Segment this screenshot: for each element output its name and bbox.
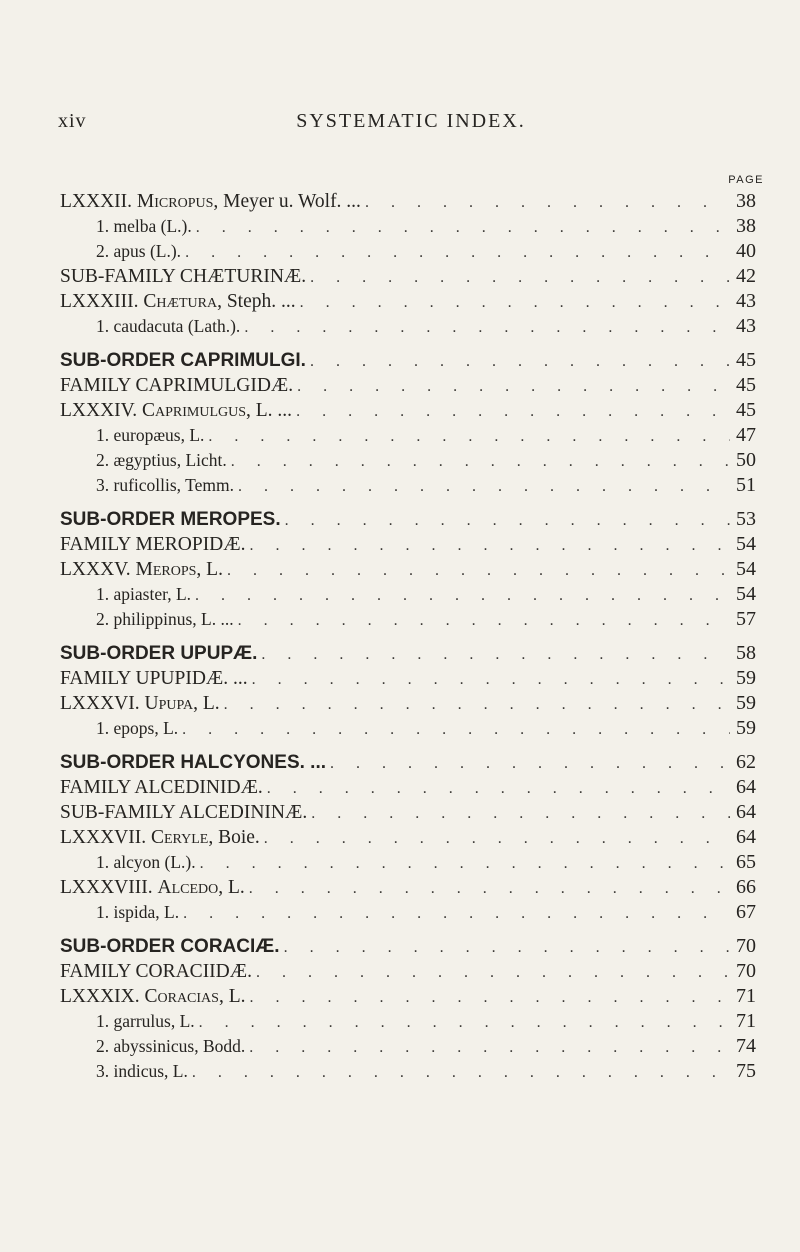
entry-prefix: 1. [96, 425, 110, 445]
entry-name: Caprimulgus [141, 400, 247, 421]
entry-page-number: 71 [736, 985, 756, 1007]
entry-prefix: 1. [96, 316, 110, 336]
index-genus-row [60, 876, 764, 901]
entry-prefix: 2. [96, 450, 110, 470]
entry-prefix: LXXXIV. [60, 400, 138, 421]
index-entry-label [60, 450, 227, 471]
index-entry-label [60, 316, 240, 337]
entry-name: Upupa [144, 693, 194, 714]
index-species-row [60, 717, 764, 742]
index-entry-label [60, 777, 263, 799]
entry-author: , L. [218, 877, 245, 898]
index-entry-label [60, 1011, 195, 1032]
entry-prefix: LXXXII. [60, 191, 133, 212]
dot-leader [249, 880, 730, 898]
entry-page-number: 45 [736, 399, 756, 421]
entry-page-number: 64 [736, 776, 756, 798]
index-entry-label [60, 902, 179, 923]
index-genus-row [60, 265, 764, 290]
dot-leader [365, 194, 730, 212]
dot-leader [261, 646, 730, 664]
entry-page-number: 38 [736, 215, 756, 237]
systematic-index-list [60, 190, 764, 1085]
entry-page-number: 65 [736, 851, 756, 873]
index-genus-row [60, 374, 764, 399]
entry-page-number: 54 [736, 583, 756, 605]
index-species-row [60, 583, 764, 608]
entry-page-number: 53 [736, 508, 756, 530]
entry-prefix: 1. [96, 216, 110, 236]
entry-name: Chætura [143, 291, 218, 312]
index-suborder-row [60, 751, 764, 776]
index-entry-label [60, 668, 248, 690]
entry-name: FAMILY ALCEDINIDÆ. [60, 777, 263, 798]
dot-leader [183, 905, 730, 923]
index-entry-label [60, 1036, 245, 1057]
index-entry-label [60, 534, 245, 556]
entry-prefix: 3. [96, 475, 110, 495]
index-entry-label [60, 291, 296, 313]
index-entry-label [60, 509, 281, 531]
index-entry-label [60, 241, 181, 262]
entry-name: philippinus, L. ... [113, 609, 234, 629]
dot-leader [249, 537, 730, 555]
entry-name: SUB-ORDER CORACIÆ. [60, 936, 280, 957]
entry-prefix: 2. [96, 1036, 110, 1056]
entry-name: abyssinicus, Bodd. [113, 1036, 246, 1056]
index-species-row [60, 851, 764, 876]
index-entry-label [60, 609, 234, 630]
dot-leader [284, 939, 730, 957]
entry-name: FAMILY CAPRIMULGIDÆ. [60, 375, 294, 396]
dot-leader [238, 478, 730, 496]
index-entry-label [60, 1061, 188, 1082]
entry-author: , Boie. [208, 827, 260, 848]
index-genus-row [60, 667, 764, 692]
entry-name: ispida, L. [113, 902, 180, 922]
entry-page-number: 64 [736, 801, 756, 823]
index-entry-label [60, 877, 245, 899]
entry-page-number: 66 [736, 876, 756, 898]
entry-page-number: 59 [736, 692, 756, 714]
dot-leader [285, 512, 730, 530]
entry-name: SUB-ORDER HALCYONES. ... [60, 752, 327, 773]
index-genus-row [60, 801, 764, 826]
entry-page-number: 42 [736, 265, 756, 287]
index-entry-label [60, 802, 307, 824]
entry-prefix: LXXXV. [60, 559, 131, 580]
dot-leader [296, 403, 730, 421]
dot-leader [310, 269, 730, 287]
entry-name: Merops [135, 559, 197, 580]
dot-leader [311, 805, 730, 823]
index-species-row [60, 608, 764, 633]
entry-author: , L. [193, 693, 220, 714]
entry-name: apiaster, L. [113, 584, 192, 604]
index-entry-label [60, 216, 192, 237]
entry-page-number: 43 [736, 315, 756, 337]
dot-leader [199, 1014, 730, 1032]
entry-author: , L. [196, 559, 223, 580]
entry-name: FAMILY CORACIIDÆ. [60, 961, 252, 982]
index-entry-label [60, 986, 246, 1008]
entry-page-number: 62 [736, 751, 756, 773]
dot-leader [192, 1064, 730, 1082]
index-species-row [60, 449, 764, 474]
entry-page-number: 59 [736, 717, 756, 739]
entry-page-number: 54 [736, 533, 756, 555]
entry-name: SUB-ORDER CAPRIMULGI. [60, 350, 306, 371]
entry-name: Alcedo [157, 877, 219, 898]
entry-author: , L. [218, 986, 246, 1007]
dot-leader [256, 964, 730, 982]
entry-page-number: 58 [736, 642, 756, 664]
entry-prefix: LXXXVI. [60, 693, 140, 714]
index-entry-label [60, 827, 260, 849]
entry-name: SUB-ORDER UPUPÆ. [60, 643, 258, 664]
dot-leader [185, 244, 730, 262]
index-species-row [60, 474, 764, 499]
dot-leader [264, 830, 730, 848]
entry-name: SUB-FAMILY CHÆTURINÆ. [60, 266, 307, 287]
entry-author: , L. ... [246, 400, 293, 421]
index-species-row [60, 215, 764, 240]
entry-prefix: LXXXVII. [60, 827, 147, 848]
index-species-row [60, 240, 764, 265]
entry-author: , Steph. ... [217, 291, 296, 312]
entry-page-number: 45 [736, 349, 756, 371]
index-suborder-row [60, 349, 764, 374]
entry-name: indicus, L. [113, 1061, 188, 1081]
entry-name: FAMILY MEROPIDÆ. [60, 534, 246, 555]
entry-name: SUB-ORDER MEROPES. [60, 509, 281, 530]
entry-name: FAMILY UPUPIDÆ. ... [60, 668, 248, 689]
index-genus-row [60, 985, 764, 1010]
entry-name: alcyon (L.). [113, 852, 196, 872]
index-entry-label [60, 718, 178, 739]
entry-page-number: 75 [736, 1060, 756, 1082]
index-species-row [60, 1010, 764, 1035]
dot-leader [297, 378, 730, 396]
entry-prefix: 3. [96, 1061, 110, 1081]
dot-leader [224, 696, 730, 714]
page-header [48, 110, 774, 142]
index-entry-label [60, 852, 196, 873]
index-entry-label [60, 425, 204, 446]
entry-page-number: 71 [736, 1010, 756, 1032]
dot-leader [310, 353, 730, 371]
entry-page-number: 50 [736, 449, 756, 471]
entry-prefix: 1. [96, 852, 110, 872]
dot-leader [238, 612, 730, 630]
dot-leader [250, 989, 731, 1007]
dot-leader [196, 219, 730, 237]
index-genus-row [60, 826, 764, 851]
index-species-row [60, 901, 764, 926]
entry-name: Ceryle [150, 827, 209, 848]
entry-page-number: 51 [736, 474, 756, 496]
dot-leader [195, 587, 730, 605]
entry-name: europæus, L. [113, 425, 205, 445]
index-genus-row [60, 190, 764, 215]
dot-leader [300, 294, 730, 312]
index-species-row [60, 424, 764, 449]
index-entry-label [60, 752, 326, 774]
index-entry-label [60, 191, 361, 213]
entry-page-number: 67 [736, 901, 756, 923]
dot-leader [249, 1039, 730, 1057]
index-suborder-row [60, 642, 764, 667]
page-number: xiv [58, 110, 87, 132]
entry-name: SUB-FAMILY ALCEDININÆ. [60, 802, 308, 823]
index-entry-label [60, 375, 293, 397]
dot-leader [330, 755, 730, 773]
index-species-row [60, 1035, 764, 1060]
index-entry-label [60, 643, 257, 665]
entry-prefix: 2. [96, 609, 110, 629]
dot-leader [182, 721, 730, 739]
index-entry-label [60, 961, 252, 983]
entry-page-number: 70 [736, 935, 756, 957]
entry-prefix: 1. [96, 1011, 110, 1031]
dot-leader [208, 428, 730, 446]
index-suborder-row [60, 508, 764, 533]
index-genus-row [60, 399, 764, 424]
entry-prefix: LXXXIII. [60, 291, 139, 312]
entry-page-number: 47 [736, 424, 756, 446]
entry-prefix: 1. [96, 584, 110, 604]
index-genus-row [60, 960, 764, 985]
index-genus-row [60, 692, 764, 717]
index-entry-label [60, 559, 223, 581]
entry-name: garrulus, L. [113, 1011, 195, 1031]
index-entry-label [60, 584, 191, 605]
entry-author: , Meyer u. Wolf. ... [213, 191, 361, 212]
entry-name: melba (L.). [113, 216, 192, 236]
entry-page-number: 40 [736, 240, 756, 262]
entry-page-number: 54 [736, 558, 756, 580]
entry-name: Micropus [136, 191, 214, 212]
entry-page-number: 74 [736, 1035, 756, 1057]
index-entry-label [60, 400, 292, 422]
index-species-row [60, 315, 764, 340]
entry-prefix: 1. [96, 718, 110, 738]
entry-name: Coracias [144, 986, 219, 1007]
entry-page-number: 38 [736, 190, 756, 212]
entry-name: apus (L.). [113, 241, 182, 261]
entry-prefix: LXXXVIII. [60, 877, 153, 898]
entry-prefix: 1. [96, 902, 110, 922]
entry-name: epops, L. [113, 718, 179, 738]
entry-page-number: 57 [736, 608, 756, 630]
dot-leader [244, 319, 730, 337]
index-genus-row [60, 558, 764, 583]
index-entry-label [60, 475, 234, 496]
dot-leader [231, 453, 730, 471]
index-genus-row [60, 533, 764, 558]
dot-leader [227, 562, 730, 580]
entry-name: ægyptius, Licht. [113, 450, 227, 470]
entry-page-number: 43 [736, 290, 756, 312]
entry-page-number: 64 [736, 826, 756, 848]
index-suborder-row [60, 935, 764, 960]
index-entry-label [60, 266, 306, 288]
running-title: SYSTEMATIC INDEX. [296, 110, 526, 132]
dot-leader [200, 855, 730, 873]
index-entry-label [60, 936, 280, 958]
dot-leader [252, 671, 730, 689]
index-genus-row [60, 290, 764, 315]
entry-page-number: 59 [736, 667, 756, 689]
entry-name: ruficollis, Temm. [113, 475, 234, 495]
entry-page-number: 45 [736, 374, 756, 396]
index-entry-label [60, 350, 306, 372]
dot-leader [267, 780, 730, 798]
entry-page-number: 70 [736, 960, 756, 982]
entry-prefix: 2. [96, 241, 110, 261]
index-genus-row [60, 776, 764, 801]
page-column-header: PAGE [728, 174, 764, 186]
entry-name: caudacuta (Lath.). [113, 316, 241, 336]
index-species-row [60, 1060, 764, 1085]
index-entry-label [60, 693, 220, 715]
entry-prefix: LXXXIX. [60, 986, 140, 1007]
